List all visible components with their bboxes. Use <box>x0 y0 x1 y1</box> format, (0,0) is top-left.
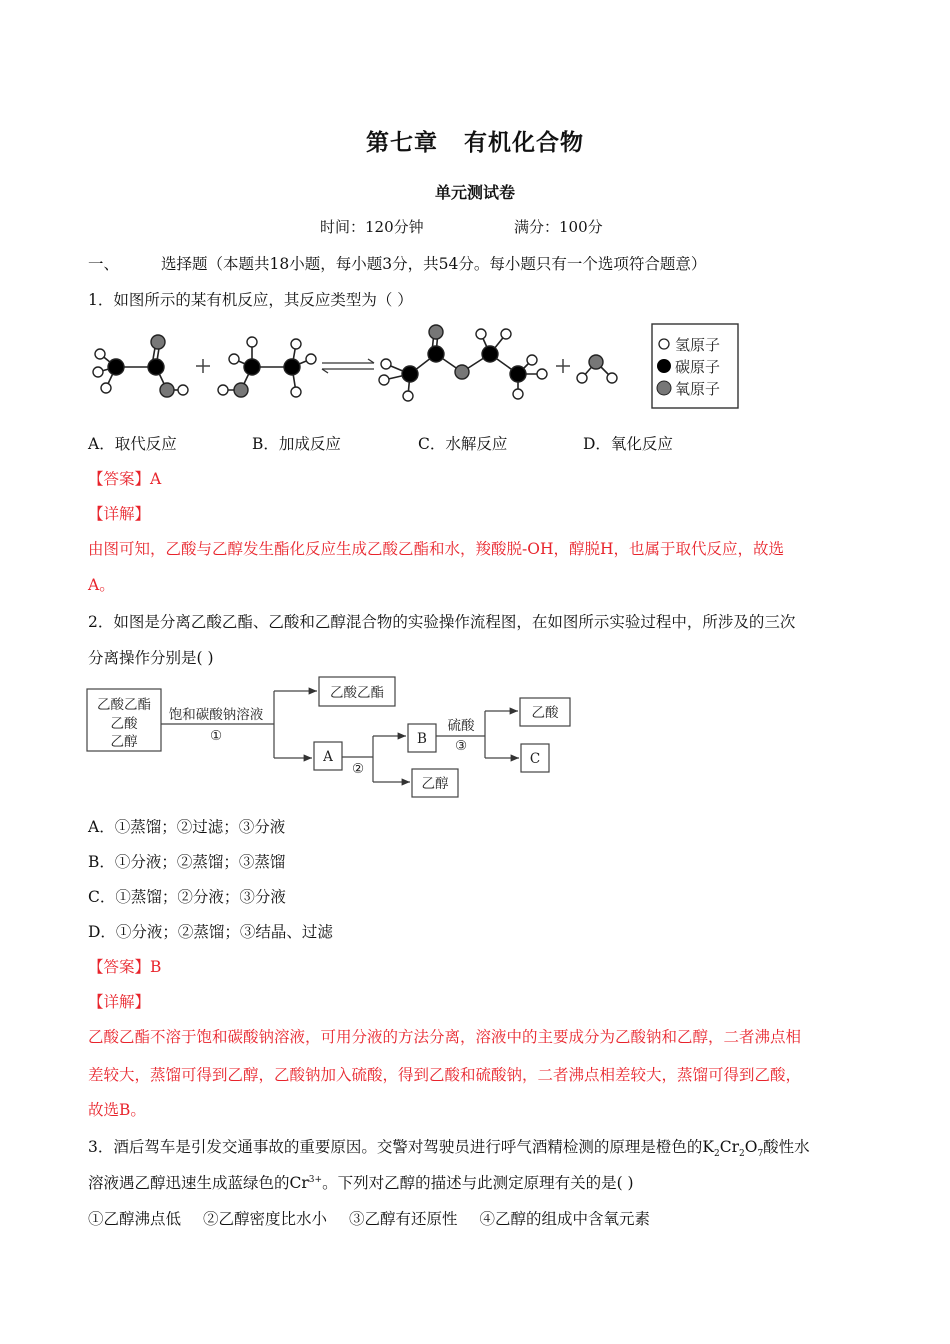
box-c: C <box>529 751 541 767</box>
formula-sub: 2 <box>738 1149 745 1160</box>
q1-detail-label: 【详解】 <box>88 505 151 523</box>
q1-detail-line2: A。 <box>88 576 115 594</box>
atom-legend <box>652 324 738 408</box>
q3-stem-text: 酸性水 <box>763 1138 810 1156</box>
q3-stem-text: 溶液遇乙醇迅速生成蓝绿色的Cr <box>88 1174 309 1192</box>
q2-detail-line3: 故选B。 <box>88 1101 146 1119</box>
q3-stem-line1 <box>88 1135 810 1159</box>
formula-k: K <box>702 1138 714 1156</box>
formula-sub: 2 <box>713 1149 720 1160</box>
q3-statement-3: ③乙醇有还原性 <box>349 1210 458 1228</box>
q2-option-d: D．①分液；②蒸馏；③结晶、过滤 <box>88 923 333 941</box>
q3-statements <box>88 1207 650 1229</box>
legend-oxygen: 氧原子 <box>675 380 721 398</box>
reagent-sodium-carbonate: 饱和碳酸钠溶液 <box>168 707 264 723</box>
section-heading <box>88 252 706 274</box>
exam-score: 满分：100分 <box>514 218 603 236</box>
q2-stem-line2: 分离操作分别是( ) <box>88 649 214 667</box>
q1-option-b: B．加成反应 <box>252 435 341 453</box>
q1-stem: 1．如图所示的某有机反应，其反应类型为（ ） <box>88 291 413 309</box>
q1-option-a: A．取代反应 <box>88 435 177 453</box>
box-a: A <box>323 749 333 765</box>
reaction-diagram <box>86 322 746 414</box>
answer-value: B <box>150 958 162 976</box>
page-title <box>0 124 950 157</box>
formula-o: O <box>744 1138 758 1156</box>
q1-option-c: C．水解反应 <box>418 435 508 453</box>
chapter-number: 第七章 <box>366 129 438 156</box>
q1-option-d: D．氧化反应 <box>583 435 673 453</box>
page-subtitle: 单元测试卷 <box>434 183 515 202</box>
mixture-ester: 乙酸乙酯 <box>97 697 151 713</box>
reagent-sulfuric-acid: 硫酸 <box>447 718 475 734</box>
q2-option-c: C．①蒸馏；②分液；③分液 <box>88 888 286 906</box>
q3-statement-4: ④乙醇的组成中含氧元素 <box>479 1210 651 1228</box>
step-3-label: ③ <box>454 738 468 754</box>
q2-option-b: B．①分液；②蒸馏；③蒸馏 <box>88 853 286 871</box>
ion-charge: 3+ <box>308 1174 323 1185</box>
formula-sub: 7 <box>757 1149 764 1160</box>
output-ethyl-acetate: 乙酸乙酯 <box>330 685 384 701</box>
q2-stem-line1: 2．如图是分离乙酸乙酯、乙酸和乙醇混合物的实验操作流程图，在如图所示实验过程中，所涉及的三次 <box>88 613 796 631</box>
chapter-name: 有机化合物 <box>464 129 584 156</box>
q2-answer <box>88 955 161 977</box>
step-1-label: ① <box>209 728 223 744</box>
mixture-ethanol: 乙醇 <box>110 734 138 750</box>
section-number: 一、 <box>88 255 120 273</box>
q2-detail-label: 【详解】 <box>88 993 151 1011</box>
output-ethanol: 乙醇 <box>421 776 449 792</box>
output-acetic-acid: 乙酸 <box>531 705 559 721</box>
q1-detail-line1: 由图可知，乙酸与乙醇发生酯化反应生成乙酸乙酯和水，羧酸脱-OH，醇脱H，也属于取代反应，故选 <box>88 540 784 558</box>
exam-time: 时间：120分钟 <box>320 218 424 236</box>
mixture-acid: 乙酸 <box>110 716 138 732</box>
q3-stem-text: 3．酒后驾车是引发交通事故的重要原因。交警对驾驶员进行呼气酒精检测的原理是橙色的 <box>88 1138 703 1156</box>
q1-answer <box>88 467 161 489</box>
q2-detail-line2: 差较大，蒸馏可得到乙醇，乙酸钠加入硫酸，得到乙酸和硫酸钠，二者沸点相差较大，蒸馏可得到乙酸， <box>88 1066 802 1084</box>
legend-carbon: 碳原子 <box>675 358 721 376</box>
section-text: 选择题（本题共18小题，每小题3分，共54分。每小题只有一个选项符合题意） <box>161 255 707 273</box>
answer-label: 【答案】 <box>88 958 151 976</box>
formula-cr: Cr <box>719 1138 739 1156</box>
q3-statement-1: ①乙醇沸点低 <box>88 1210 182 1228</box>
q2-detail-line1: 乙酸乙酯不溶于饱和碳酸钠溶液，可用分液的方法分离，溶液中的主要成分为乙酸钠和乙醇，二者沸点相 <box>88 1028 802 1046</box>
box-b: B <box>417 731 427 747</box>
legend-hydrogen: 氢原子 <box>675 336 721 354</box>
q2-option-a: A．①蒸馏；②过滤；③分液 <box>88 818 286 836</box>
answer-label: 【答案】 <box>88 470 151 488</box>
q3-stem-text: 。下列对乙醇的描述与此测定原理有关的是( ) <box>322 1174 634 1192</box>
q3-stem-line2 <box>88 1171 634 1193</box>
chemical-formula <box>702 1138 764 1160</box>
step-2-label: ② <box>351 761 365 777</box>
q3-statement-2: ②乙醇密度比水小 <box>203 1210 328 1228</box>
separation-flowchart <box>86 674 586 802</box>
answer-value: A <box>150 470 162 488</box>
